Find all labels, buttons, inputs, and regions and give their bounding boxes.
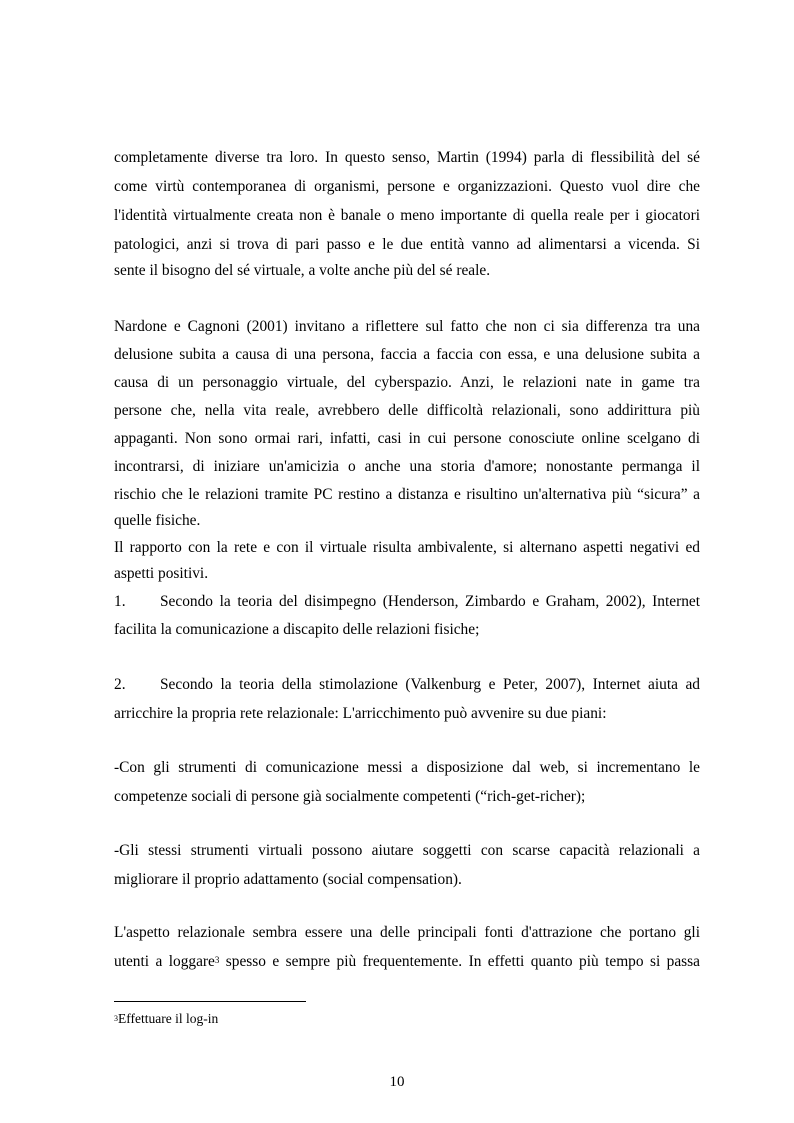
text-line: rischio che le relazioni tramite PC restino a distanza e risultino un'alternativa più “sicura” a <box>114 486 700 503</box>
text-line: incontrarsi, di iniziare un'amicizia o anche una storia d'amore; nonostante permanga il <box>114 458 700 475</box>
footnote-separator <box>114 1001 306 1002</box>
text-line: patologici, anzi si trova di pari passo e le due entità vanno ad alimentarsi a vicenda. Si <box>114 236 700 253</box>
text-line: quelle fisiche. <box>114 512 201 529</box>
footnote-marker: 3 <box>114 1014 118 1023</box>
list-item <box>114 676 700 694</box>
text-segment: spesso e sempre più frequentemente. In effetti quanto più tempo si passa <box>219 953 700 970</box>
text-line: arricchire la propria rete relazionale: L'arricchimento può avvenire su due piani: <box>114 705 607 722</box>
footnote-text: Effettuare il log-in <box>118 1011 219 1026</box>
text-line: l'identità virtualmente creata non è banale o meno importante di quella reale per i giocatori <box>114 207 700 224</box>
list-item <box>114 593 700 611</box>
text-line: appaganti. Non sono ormai rari, infatti, casi in cui persone conosciute online scelgano di <box>114 430 700 447</box>
text-line: Secondo la teoria della stimolazione (Valkenburg e Peter, 2007), Internet aiuta ad <box>160 676 700 693</box>
text-line <box>114 953 700 971</box>
text-line: Secondo la teoria del disimpegno (Henderson, Zimbardo e Graham, 2002), Internet <box>160 593 700 610</box>
text-line: L'aspetto relazionale sembra essere una delle principali fonti d'attrazione che portano gli <box>114 924 700 941</box>
text-line: Il rapporto con la rete e con il virtuale risulta ambivalente, si alternano aspetti negativi ed <box>114 539 700 556</box>
text-line: persone che, nella vita reale, avrebbero delle difficoltà relazionali, sono addirittura più <box>114 402 700 419</box>
text-line: come virtù contemporanea di organismi, persone e organizzazioni. Questo vuol dire che <box>114 178 700 195</box>
text-line: aspetti positivi. <box>114 565 209 582</box>
text-segment: utenti a loggare <box>114 953 215 970</box>
list-number: 1. <box>114 593 126 610</box>
text-line: causa di un personaggio virtuale, del cyberspazio. Anzi, le relazioni nate in game tra <box>114 374 700 391</box>
list-number: 2. <box>114 676 126 693</box>
footnote <box>114 1011 218 1027</box>
text-line: migliorare il proprio adattamento (social compensation). <box>114 871 462 888</box>
text-line: facilita la comunicazione a discapito delle relazioni fisiche; <box>114 621 480 638</box>
footnote-reference[interactable]: 3 <box>214 955 220 965</box>
text-line: sente il bisogno del sé virtuale, a volte anche più del sé reale. <box>114 262 491 279</box>
text-line: -Con gli strumenti di comunicazione messi a disposizione dal web, si incrementano le <box>114 759 700 776</box>
text-line: -Gli stessi strumenti virtuali possono aiutare soggetti con scarse capacità relazionali a <box>114 842 700 859</box>
text-line: completamente diverse tra loro. In questo senso, Martin (1994) parla di flessibilità del sé <box>114 149 700 166</box>
page-number: 10 <box>389 1074 405 1090</box>
text-line: Nardone e Cagnoni (2001) invitano a riflettere sul fatto che non ci sia differenza tra una <box>114 318 700 335</box>
text-line: competenze sociali di persone già socialmente competenti (“rich-get-richer); <box>114 788 586 805</box>
text-line: delusione subita a causa di una persona, faccia a faccia con essa, e una delusione subita a <box>114 346 700 363</box>
